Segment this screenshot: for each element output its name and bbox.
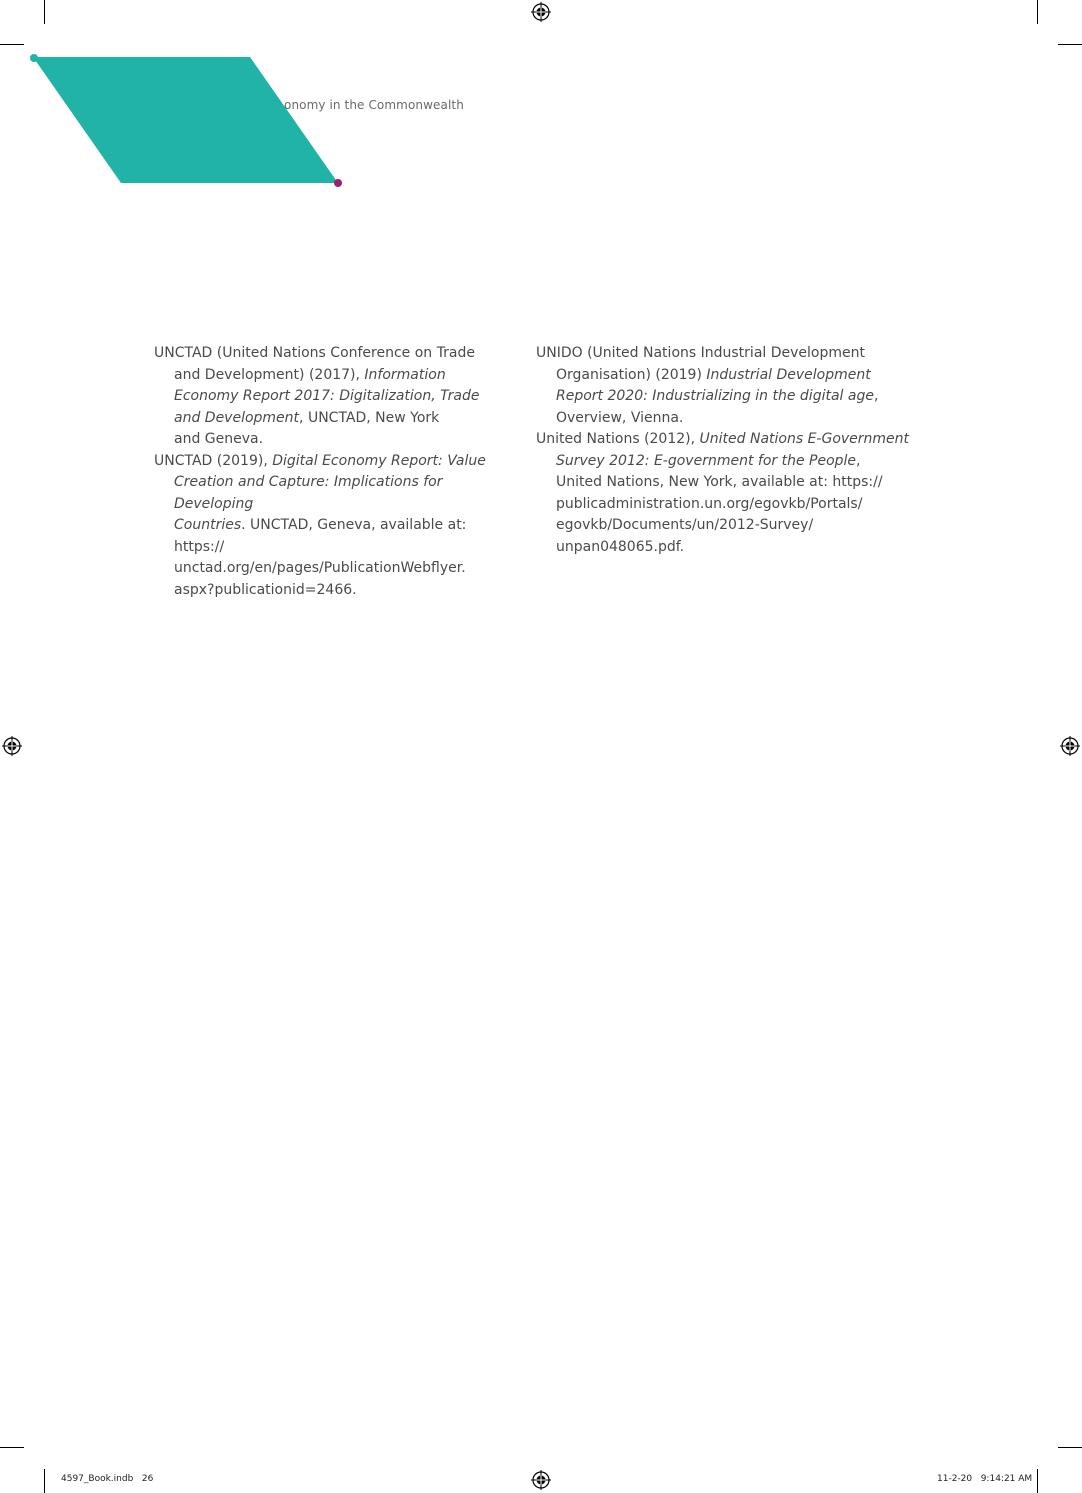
- teal-dot: [30, 54, 38, 62]
- slug-file-info: 4597_Book.indb 26: [61, 1474, 154, 1484]
- crop-mark-bottom-left-horizontal: [0, 1447, 24, 1448]
- slug-timestamp: 11-2-20 9:14:21 AM: [937, 1474, 1033, 1484]
- reference-item: United Nations (2012), United Nations E-Government Survey 2012: E-government for the People, United Nations, New York, available at: https:// publicadministration.un.org/egovkb/Portals/ egovkb/Documents/un/2012-Survey/ unpan048065.pdf.: [536, 431, 910, 555]
- crop-mark-bottom-left-vertical: [44, 1469, 45, 1493]
- references-right-column: [536, 343, 911, 558]
- crop-mark-bottom-right-vertical: [1037, 1469, 1038, 1493]
- reference-item: UNCTAD (2019), Digital Economy Report: Value Creation and Capture: Implications for Developing Countries. UNCTAD, Geneva, available at: https:// unctad.org/en/pages/PublicationWebflyer. aspx?publicationid=2466.: [154, 452, 486, 598]
- registration-target-icon: [2, 736, 22, 756]
- reference-item: UNIDO (United Nations Industrial Development Organisation) (2019) Industrial Development Report 2020: Industrializing in the digital age, Overview, Vienna.: [536, 345, 879, 426]
- registration-target-icon: [531, 2, 551, 22]
- teal-parallelogram: [33, 57, 338, 183]
- magenta-dot: [334, 179, 342, 187]
- reference-item: UNCTAD (United Nations Conference on Trade and Development) (2017), Information Economy Report 2017: Digitalization, Trade and Development, UNCTAD, New York and Geneva.: [154, 345, 480, 447]
- crop-mark-top-right-vertical: [1037, 0, 1038, 24]
- references-left-column: [154, 343, 519, 601]
- registration-target-icon: [531, 1470, 551, 1490]
- registration-target-icon: [1060, 736, 1080, 756]
- crop-mark-bottom-right-horizontal: [1058, 1447, 1082, 1448]
- running-head: onomy in the Commonwealth: [284, 98, 464, 112]
- crop-mark-top-right-horizontal: [1058, 44, 1082, 45]
